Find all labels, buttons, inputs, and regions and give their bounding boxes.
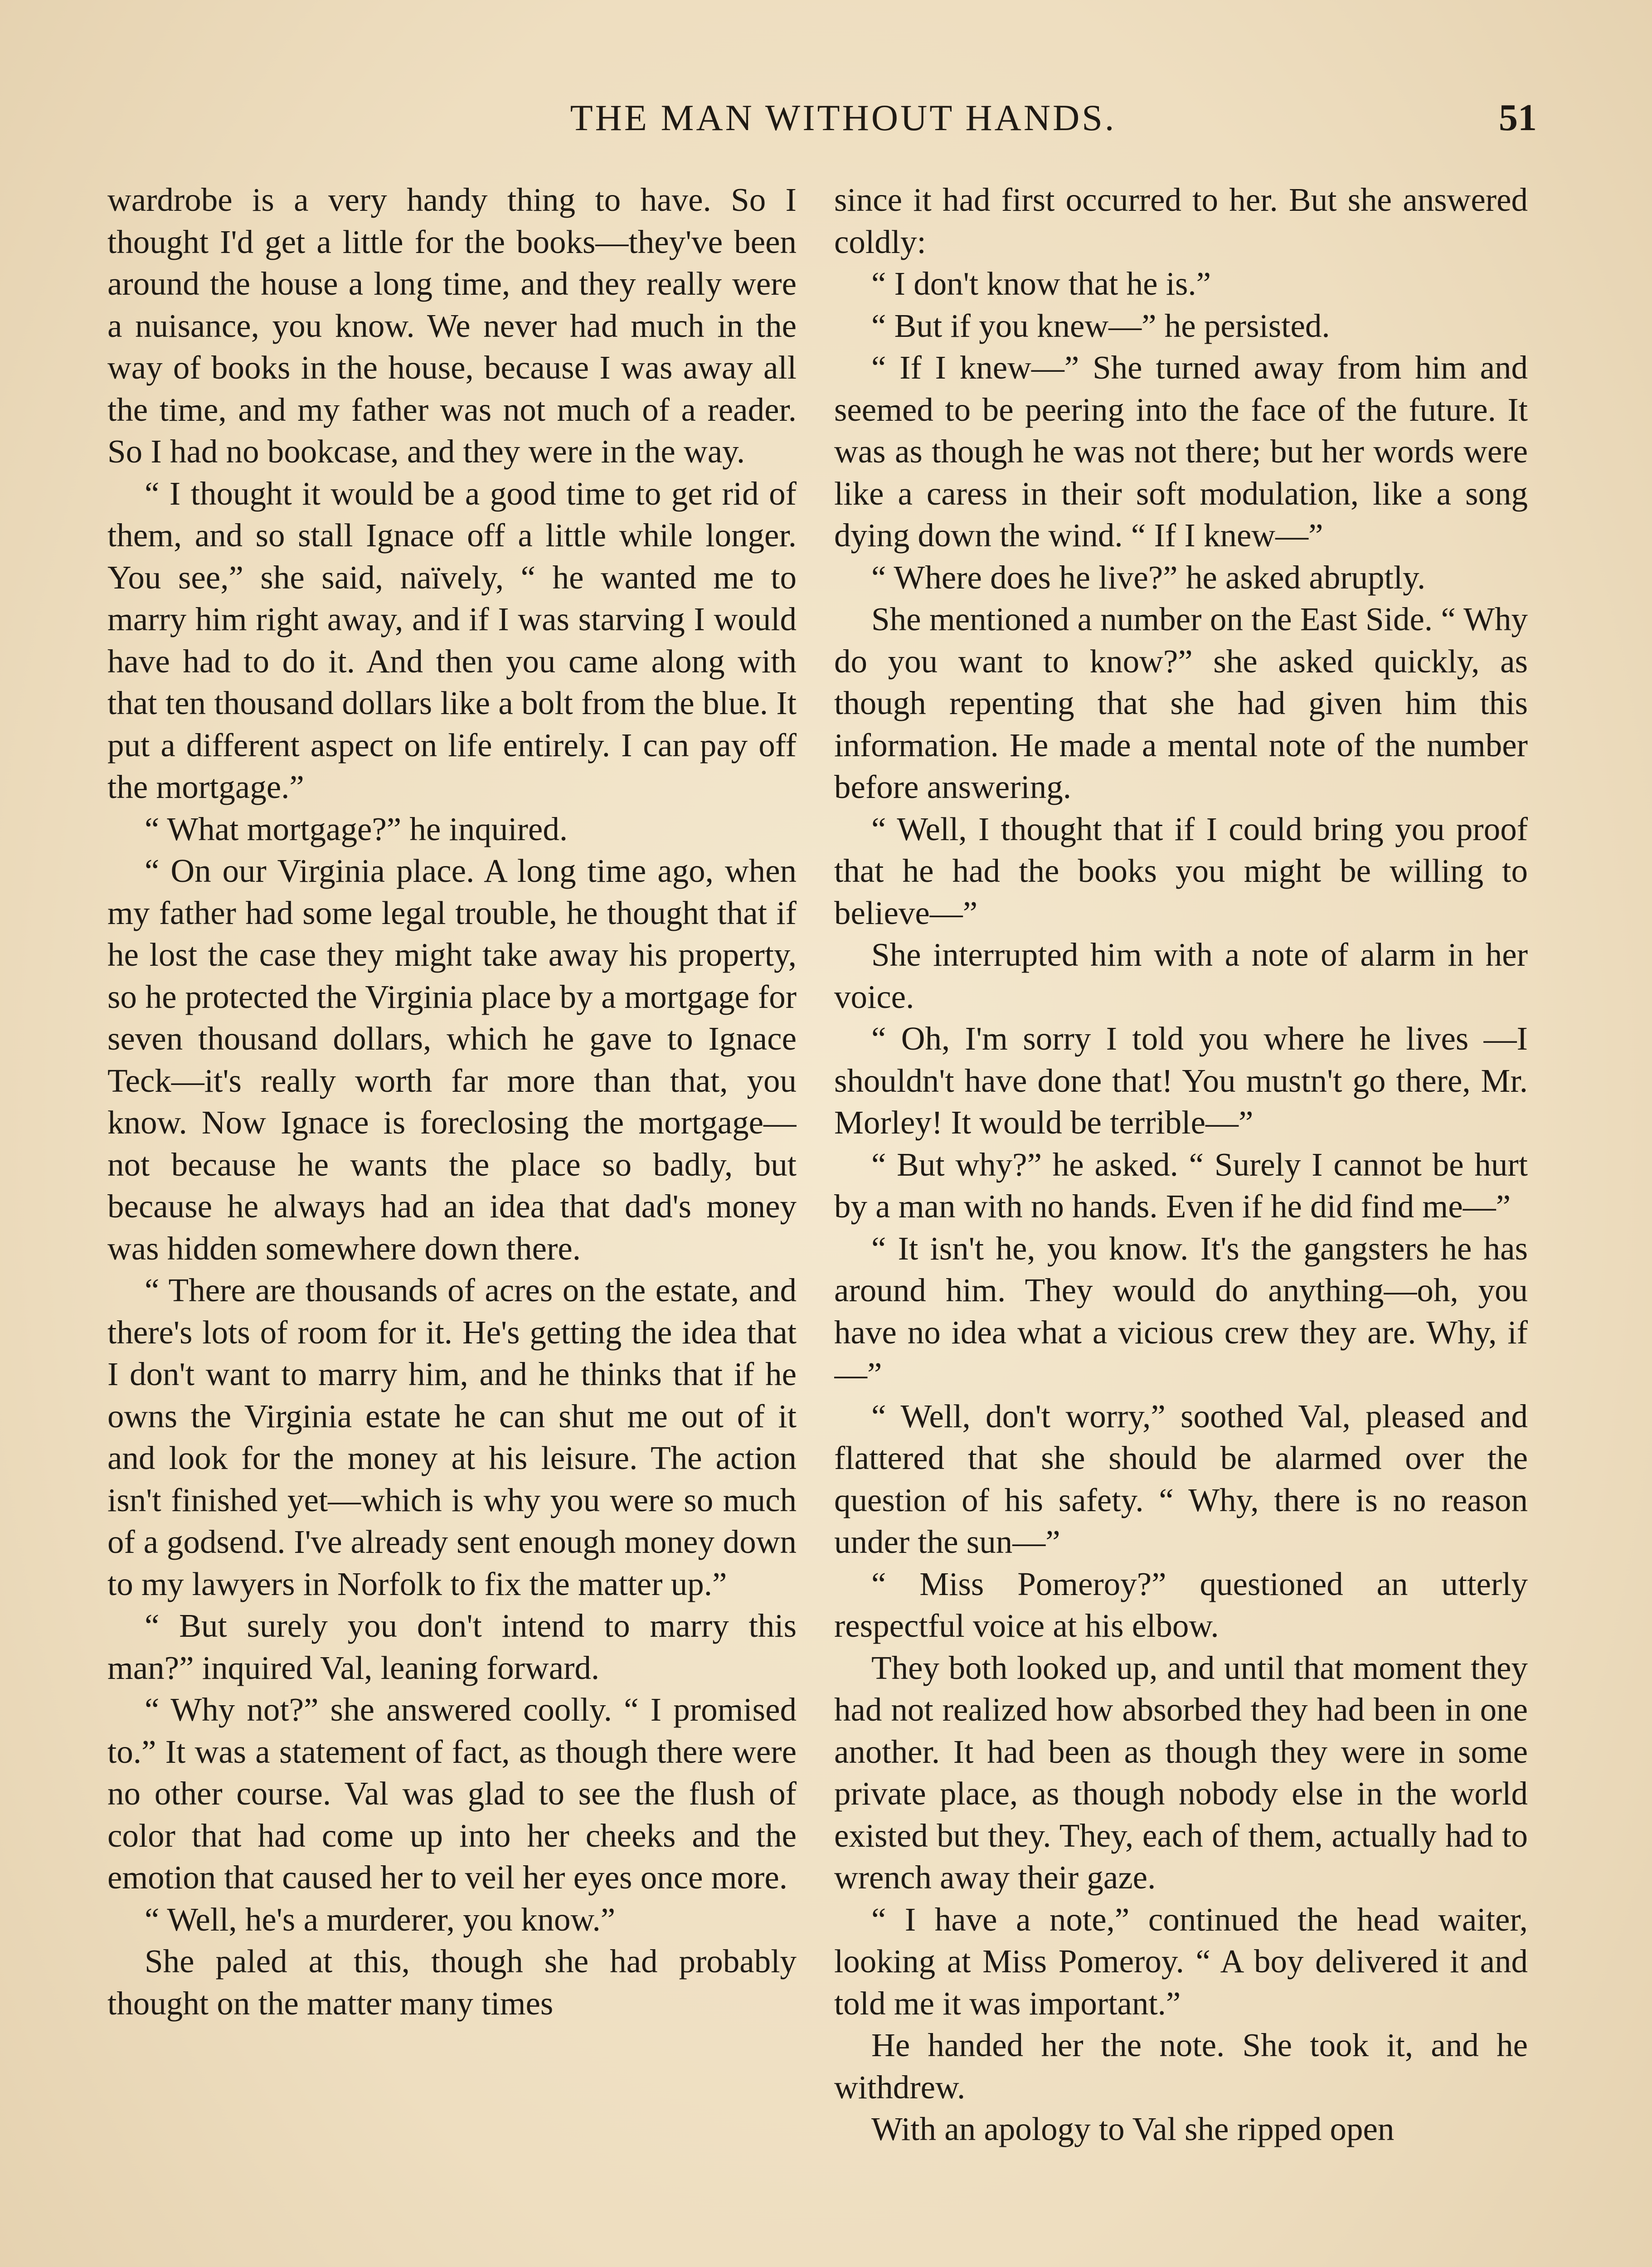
paragraph: “ But why?” he asked. “ Surely I cannot be hurt by a man with no hands. Even if he did find me—” (834, 1146, 1528, 1225)
paragraph: She mentioned a number on the East Side. “ Why do you want to know?” she asked quickly, as though repenting that she had given him this information. He made a mental note of the number before answering. (834, 601, 1528, 805)
paragraph: since it had first occurred to her. But she answered coldly: (834, 181, 1528, 260)
paragraph: “ Where does he live?” he asked abruptly. (871, 559, 1426, 596)
paragraph: He handed her the note. She took it, and he withdrew. (834, 2027, 1528, 2106)
running-header (0, 93, 1652, 143)
paragraph: They both looked up, and until that moment they had not realized how absorbed they had been in one another. It had been as though they were in some private place, as though nobody else in the world existed but they. They, each of them, actually had to wrench away their gaze. (834, 1649, 1528, 1896)
paragraph: She paled at this, though she had probably thought on the matter many times (107, 1943, 797, 2022)
paragraph: She interrupted him with a note of alarm in her voice. (834, 936, 1528, 1015)
paragraph: “ Why not?” she answered coolly. “ I promised to.” It was a statement of fact, as though there were no other course. Val was glad to see the flush of color that had come up into her cheeks and the emotion that caused her to veil her eyes once more. (107, 1691, 797, 1896)
left-column (107, 179, 797, 2267)
paragraph: “ I don't know that he is.” (871, 265, 1211, 302)
paragraph: “ Oh, I'm sorry I told you where he lives —I shouldn't have done that! You mustn't go there, Mr. Morley! It would be terrible—” (834, 1020, 1528, 1141)
page-number: 51 (1499, 97, 1537, 139)
paragraph: “ Well, he's a murderer, you know.” (145, 1901, 616, 1938)
paragraph: “ Miss Pomeroy?” questioned an utterly respectful voice at his elbow. (834, 1565, 1528, 1644)
paragraph: “ What mortgage?” he inquired. (145, 810, 568, 847)
right-column (834, 179, 1528, 2267)
paragraph: “ There are thousands of acres on the estate, and there's lots of room for it. He's getting the idea that I don't want to marry him, and he thinks that if he owns the Virginia estate he can shut me out of it and look for the money at his leisure. The action isn't finished yet—which is why you were so much of a godsend. I've already sent enough money down to my lawyers in Norfolk to fix the matter up.” (107, 1272, 797, 1602)
paragraph: “ But if you knew—” he persisted. (871, 307, 1330, 344)
paragraph: “ But surely you don't intend to marry this man?” inquired Val, leaning forward. (107, 1607, 797, 1686)
paragraph: With an apology to Val she ripped open (871, 2111, 1394, 2147)
paragraph: “ Well, don't worry,” soothed Val, pleased and flattered that she should be alarmed over the question of his safety. “ Why, there is no reason under the sun—” (834, 1397, 1528, 1560)
paragraph: wardrobe is a very handy thing to have. So I thought I'd get a little for the books—they've been around the house a long time, and they really were a nuisance, you know. We never had much in the way of books in the house, because I was away all the time, and my father was not much of a reader. So I had no bookcase, and they were in the way. (107, 181, 797, 470)
paragraph: “ It isn't he, you know. It's the gangsters he has around him. They would do anything—oh, you have no idea what a vicious crew they are. Why, if—” (834, 1230, 1528, 1392)
paragraph: “ If I knew—” She turned away from him and seemed to be peering into the face of the future. It was as though he was not there; but her words were like a caress in their soft modulation, like a song dying down the wind. “ If I knew—” (834, 349, 1528, 554)
paragraph: “ Well, I thought that if I could bring you proof that he had the books you might be willing to believe—” (834, 810, 1528, 931)
paragraph: “ I thought it would be a good time to get rid of them, and so stall Ignace off a little while longer. You see,” she said, naïvely, “ he wanted me to marry him right away, and if I was starving I would have had to do it. And then you came along with that ten thousand dollars like a bolt from the blue. It put a different aspect on life entirely. I can pay off the mortgage.” (107, 475, 797, 805)
running-title: THE MAN WITHOUT HANDS. (570, 97, 1117, 138)
paragraph: “ I have a note,” continued the head waiter, looking at Miss Pomeroy. “ A boy delivered it and told me it was important.” (834, 1901, 1528, 2022)
paragraph: “ On our Virginia place. A long time ago, when my father had some legal trouble, he thought that if he lost the case they might take away his property, so he protected the Virginia place by a mortgage for seven thousand dollars, which he gave to Ignace Teck—it's really worth far more than that, you know. Now Ignace is foreclosing the mortgage—not because he wants the place so badly, but because he always had an idea that dad's money was hidden somewhere down there. (107, 852, 797, 1267)
